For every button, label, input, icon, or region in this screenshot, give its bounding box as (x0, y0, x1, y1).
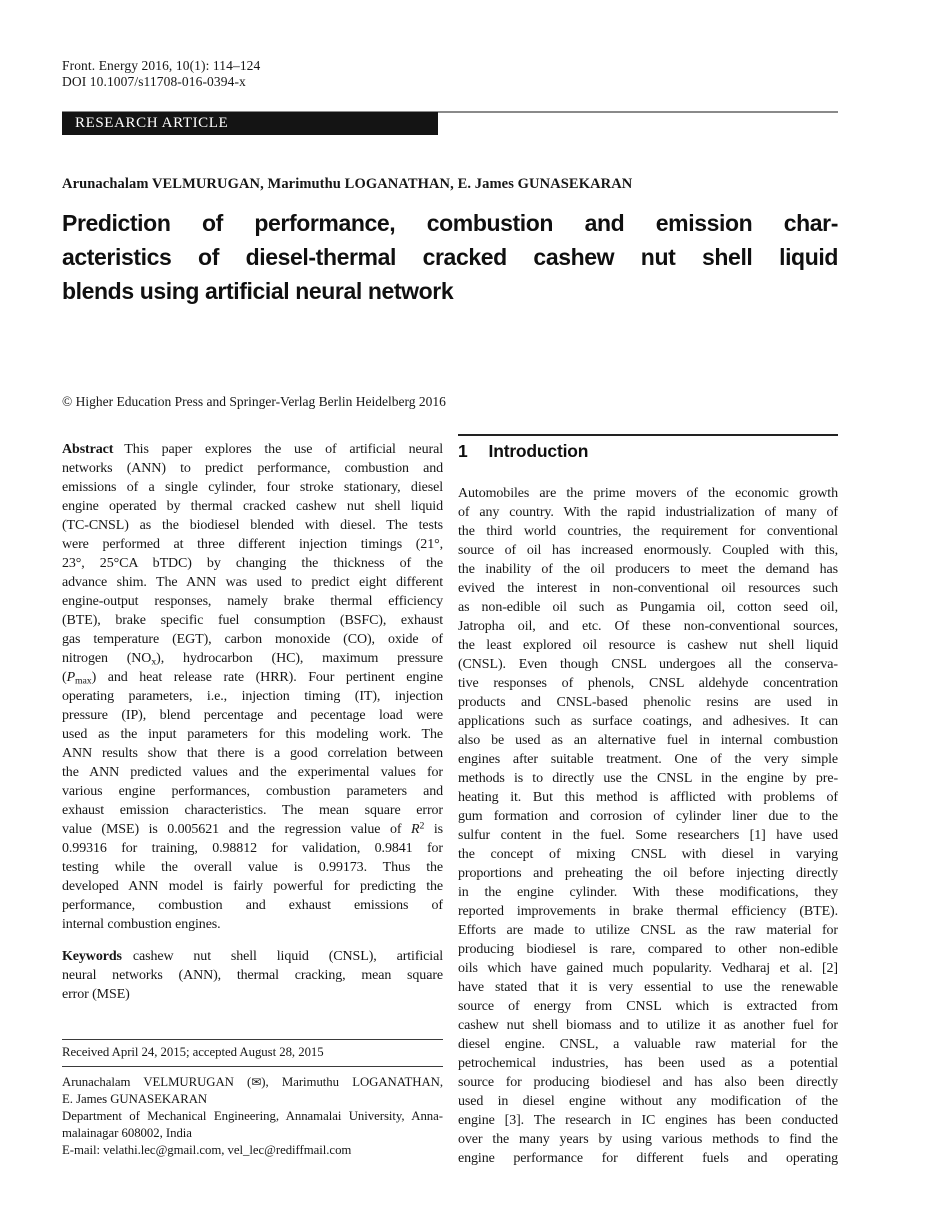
text-line: Jatropha oil, and etc. Of these non-conventional sources, (458, 619, 838, 634)
footnote-rule-bottom (62, 1066, 443, 1067)
text-line: the third world countries, the requirement for conventional (458, 524, 838, 539)
text-line: malainagar 608002, India (62, 1126, 192, 1140)
text-line: E. James GUNASEKARAN (62, 1092, 208, 1106)
received-line: Received April 24, 2015; accepted August 28, 2015 (62, 1045, 324, 1059)
text-line: blends using artificial neural network (62, 278, 454, 304)
introduction-heading (458, 442, 838, 461)
section-title: Introduction (488, 441, 589, 461)
text-line: in the engine cylinder. With these modifications, they (458, 885, 838, 900)
affiliation-email (62, 1142, 443, 1159)
text-line: ANN results show that there is a good correlation between (62, 746, 443, 761)
affiliation-line (62, 1074, 443, 1091)
text-line: the inability of the oil producers to meet the demand has (458, 562, 838, 577)
text-line: Department of Mechanical Engineering, Annamalai University, Anna- (62, 1109, 443, 1123)
abstract-text (62, 459, 443, 934)
text-line: sulfur content in the fuel. Some researchers [1] have used (458, 828, 838, 843)
text-line: engine [3]. The research in IC engines has been conducted (458, 1113, 838, 1128)
journal-line: Front. Energy 2016, 10(1): 114–124 (62, 58, 261, 73)
text-line: the concept of mixing CNSL with diesel in varying (458, 847, 838, 862)
text-line: have stated that it is very essential to use the renewable (458, 980, 838, 995)
abstract-first-line (62, 440, 443, 459)
text-line: used as the input parameters for this modeling work. The (62, 727, 443, 742)
text-line: used in diesel engine without any modification of the (458, 1094, 838, 1109)
text-line: source for producing biodiesel and has also been directly (458, 1075, 838, 1090)
journal-header (62, 58, 260, 90)
affiliation-address (62, 1108, 443, 1142)
research-article-badge (62, 112, 438, 135)
text-line: $(P_{max})$ and heat release rate (HRR). Four pertinent engine (62, 670, 443, 687)
text-line: operating parameters, i.e., injection timing (IT), injection (62, 689, 443, 704)
text-line: were performed at three different injection timings (21°, (62, 537, 443, 552)
abstract-section (62, 440, 443, 934)
text-line: products and CNSL-based phenolic resins are used in (458, 695, 838, 710)
text-line: petrochemical industries, has been used as a potential (458, 1056, 838, 1071)
text-line: value (MSE) is 0.005621 and the regression value of $R^2$ is (62, 820, 443, 837)
text-line: engine operated by thermal cracked cashew nut shell liquid (62, 499, 443, 514)
text-line: diesel engine. CNSL, a valuable raw material for the (458, 1037, 838, 1052)
text-line: various engine performances, combustion parameters and (62, 784, 443, 799)
text-line: (TC-CNSL) as the biodiesel blended with diesel. The tests (62, 518, 443, 533)
author-affiliation (62, 1074, 443, 1159)
abstract-first-line-text: This paper explores the use of artificial neural (124, 442, 443, 457)
text-line: Efforts are made to utilize CNSL as the raw material for (458, 923, 838, 938)
keywords-text (62, 966, 443, 1004)
text-line: (BTE), brake specific fuel consumption (BSFC), exhaust (62, 613, 443, 628)
doi-line: DOI 10.1007/s11708-016-0394-x (62, 74, 246, 89)
copyright-line: © Higher Education Press and Springer-Verlag Berlin Heidelberg 2016 (62, 394, 446, 409)
right-column (458, 434, 838, 1168)
text-line: neural networks (ANN), thermal cracking, mean square (62, 968, 443, 983)
text-line: networks (ANN) to predict performance, combustion and (62, 461, 443, 476)
article-type-label: RESEARCH ARTICLE (75, 115, 229, 131)
keywords-first-line (62, 947, 443, 966)
text-line: cashew nut shell biomass and to utilize it as another fuel for (458, 1018, 838, 1033)
authors-line: Arunachalam VELMURUGAN, Marimuthu LOGANATHAN, E. James GUNASEKARAN (62, 176, 633, 192)
affil-authors-pre: Arunachalam VELMURUGAN ( (62, 1075, 252, 1089)
text-line: developed ANN model is fairly powerful for predicting the (62, 879, 443, 894)
text-line: reported improvements in brake thermal efficiency (BTE). (458, 904, 838, 919)
text-line: gum formation and corrosion of cylinder liner due to the (458, 809, 838, 824)
text-line: the ANN predicted values and the experimental values for (62, 765, 443, 780)
keywords-section (62, 947, 443, 1004)
text-line: the least explored oil resource is cashew nut shell liquid (458, 638, 838, 653)
text-line: engines after suitable treatment. One of the very simple (458, 752, 838, 767)
text-line: pressure (IP), blend percentage and pecentage load were (62, 708, 443, 723)
text-line: also be used as an alternative fuel in internal combustion (458, 733, 838, 748)
text-line: error (MSE) (62, 987, 130, 1002)
text-line: heating it. But this method is afflicted with problems of (458, 790, 838, 805)
text-line: source of energy from CNSL which is extracted from (458, 999, 838, 1014)
text-line: performance, combustion and exhaust emissions of (62, 898, 443, 913)
text-line: Prediction of performance, combustion and emission char- (62, 210, 838, 236)
text-line: advance shim. The ANN was used to predict eight different (62, 575, 443, 590)
text-line: source of oil has increased enormously. Coupled with this, (458, 543, 838, 558)
keywords-label: Keywords (62, 949, 122, 964)
text-line: (CNSL). Even though CNSL undergoes all the conserva- (458, 657, 838, 672)
section-number: 1 (458, 441, 468, 461)
text-line: E-mail: velathi.lec@gmail.com, vel_lec@rediffmail.com (62, 1143, 352, 1157)
text-line: tive responses of phenols, CNSL aldehyde concentration (458, 676, 838, 691)
text-line: testing while the overall value is 0.99173. Thus the (62, 860, 443, 875)
text-line: methods is to directly use the CNSL in the engine by pre- (458, 771, 838, 786)
abstract-label: Abstract (62, 442, 114, 457)
text-line: producing biodiesel is rare, compared to other non-edible (458, 942, 838, 957)
text-line: proportions and preheating the oil before injecting directly (458, 866, 838, 881)
text-line: acteristics of diesel-thermal cracked cashew nut shell liquid (62, 244, 838, 270)
text-line: engine-output responses, namely brake thermal efficiency (62, 594, 443, 609)
text-line: as non-edible oil such as Pungamia oil, cotton seed oil, (458, 600, 838, 615)
text-line: oils which have gained much popularity. Vedharaj et al. [2] (458, 961, 838, 976)
text-line: of any country. With the rapid industrialization of many of (458, 505, 838, 520)
text-line: over the many years by using various methods to find the (458, 1132, 838, 1147)
text-line: internal combustion engines. (62, 917, 221, 932)
left-column (62, 440, 443, 1004)
text-line: gas temperature (EGT), carbon monoxide (CO), oxide of (62, 632, 443, 647)
footnote-block (62, 1039, 443, 1159)
text-line: emissions of a single cylinder, four stroke stationary, diesel (62, 480, 443, 495)
text-line: 0.99316 for training, 0.98812 for validation, 0.9841 for (62, 841, 443, 856)
affil-authors-post: ), Marimuthu LOGANATHAN, (261, 1075, 443, 1089)
text-line: applications such as surface coatings, and adhesives. It can (458, 714, 838, 729)
section-rule (458, 434, 838, 436)
text-line: nitrogen $(NO_x)$, hydrocarbon (HC), maximum pressure (62, 651, 443, 668)
text-line: exhaust emission characteristics. The mean square error (62, 803, 443, 818)
envelope-icon: ✉ (251, 1075, 262, 1089)
article-title (62, 206, 838, 308)
text-line: engine performance for different fuels and operating (458, 1151, 838, 1166)
text-line: Automobiles are the prime movers of the economic growth (458, 486, 838, 501)
introduction-paragraph (458, 484, 838, 1168)
affiliation-authors-rest (62, 1091, 443, 1108)
text-line: evived the interest in non-conventional oil resources such (458, 581, 838, 596)
keywords-first-line-text: cashew nut shell liquid (CNSL), artificial (132, 949, 443, 964)
text-line: 23°, 25°CA bTDC) by changing the thickness of the (62, 556, 443, 571)
